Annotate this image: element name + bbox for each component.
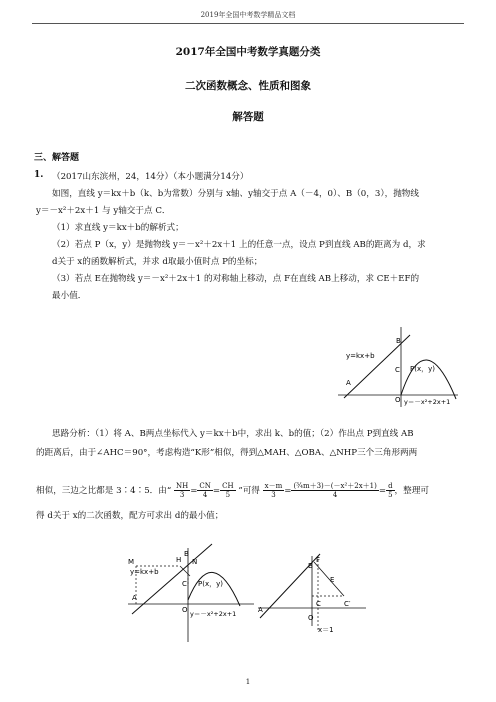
parabola	[188, 572, 240, 606]
question-line: d关于 x的函数解析式，并求 d取最小值时点 P的坐标；	[52, 257, 263, 267]
doc-title: 2017年全国中考数学真题分类	[175, 46, 321, 58]
fraction: $\frac{\text{(¾m＋3)－(－x²＋2x＋1)}}{4}$	[293, 482, 377, 499]
figure-3	[256, 548, 376, 638]
question-line: （2）若点 P（x，y）是抛物线 y＝－x²＋2x＋1 上的任意一点，设点 P到直线 AB的距离为 d，求	[52, 240, 426, 250]
analysis-line: 相似，三边之比都是 3∶4∶5．由“ $\frac{NH}{3}$ = $\frac{CN}{4}$ = $\frac{CH}{5}$ ”可得 $\frac{x-m}{3}$ = $\frac{\text{(¾m＋3)－(－x²＋2x＋1)}}{4}$ = $\frac{d}{5}$ ，整理可	[36, 482, 429, 499]
point-n-label: N	[192, 558, 198, 566]
point-h-label: H	[176, 556, 182, 564]
question-line: 最小值．	[52, 291, 87, 301]
question-source: （2017山东滨州，24，14分）（本小题满分14分）	[52, 172, 249, 182]
point-b-label: B	[396, 337, 401, 345]
figure-1	[330, 325, 470, 410]
origin-label: O	[308, 614, 314, 622]
point-a-label: A	[132, 594, 137, 602]
parabola-label: y＝－x²+2x+1	[404, 398, 451, 406]
point-c-label: C	[395, 366, 400, 374]
doc-subtitle: 二次函数概念、性质和图象	[185, 80, 311, 92]
analysis-line: 思路分析：（1）将 A、B两点坐标代入 y＝kx＋b中，求出 k、b的值；（2）作出点 P到直线 AB	[52, 429, 414, 439]
fraction: $\frac{NH}{3}$	[175, 482, 189, 499]
figure-2	[118, 540, 258, 650]
question-line: （3）若点 E在抛物线 y＝－x²＋2x＋1 的对称轴上移动，点 F在直线 AB上移动，求 CE＋EF的	[52, 274, 420, 284]
doc-section-title: 解答题	[232, 111, 264, 123]
question-line: y＝－x²＋2x＋1 与 y轴交于点 C．	[36, 206, 171, 216]
header-divider	[32, 23, 464, 24]
question-line: （1）求直线 y＝kx＋b的解析式；	[52, 223, 184, 233]
axis-label: x＝1	[318, 626, 334, 634]
point-c-label: C	[182, 580, 187, 588]
point-b-label: B	[184, 550, 189, 558]
page-number: 1	[245, 678, 251, 686]
fraction: $\frac{CH}{5}$	[222, 482, 234, 499]
point-b-label: B	[308, 562, 313, 570]
point-m-label: M	[128, 558, 135, 566]
page-header: 2019年全国中考数学精品文档	[200, 11, 296, 19]
fraction: $\frac{x-m}{3}$	[264, 482, 283, 499]
analysis-text: ”可得	[238, 486, 260, 496]
point-p-label: P(x，y)	[410, 365, 435, 373]
line-label: y=kx+b	[346, 352, 375, 360]
point-c-label: C	[316, 600, 321, 608]
point-c-prime-label: C′	[344, 600, 351, 608]
analysis-line: 得 d关于 x的二次函数，配方可求出 d的最小值；	[36, 511, 224, 521]
line-label: y=kx+b	[130, 568, 159, 576]
analysis-text: ，整理可	[394, 486, 429, 496]
point-e-label: E	[330, 576, 335, 584]
point-a-label: A	[346, 379, 351, 387]
point-a-label: A	[258, 606, 263, 614]
parabola-label: y＝－x²+2x+1	[190, 610, 237, 618]
point-p-label: P(x，y)	[198, 580, 223, 588]
section-heading: 三、解答题	[34, 153, 80, 163]
segment-fc2	[314, 562, 344, 596]
analysis-line: 的距离后，由于∠AHC＝90°，考虑构造“K形”相似，得到△MAH、△OBA、△NHP三个三角形两两	[36, 448, 418, 458]
origin-label: O	[395, 396, 401, 404]
origin-label: O	[182, 606, 188, 614]
question-number: 1.	[34, 170, 44, 180]
point-f-label: F	[316, 556, 321, 564]
fraction: $\frac{CN}{4}$	[199, 482, 211, 499]
analysis-text: 相似，三边之比都是 3∶4∶5．由“	[36, 486, 172, 496]
fraction: $\frac{d}{5}$	[388, 482, 393, 499]
question-line: 如图，直线 y＝kx＋b（k、b为常数）分别与 x轴、y轴交于点 A（－4，0）、B（0，3），抛物线	[52, 189, 419, 199]
